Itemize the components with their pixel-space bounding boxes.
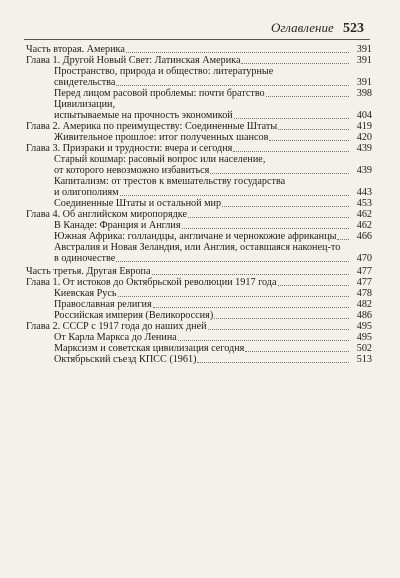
toc-line (54, 231, 372, 242)
toc-page-number: 391 (356, 77, 372, 88)
toc-line (26, 55, 372, 66)
toc-entry-title: Соединенные Штаты и остальной мир (54, 198, 222, 209)
dot-leader (222, 205, 349, 207)
toc-page-number: 462 (356, 209, 372, 220)
dot-leader (269, 139, 349, 141)
dot-leader (120, 194, 349, 196)
toc-line (26, 209, 372, 220)
dot-leader (126, 51, 349, 53)
toc-entry-title: от которого невозможно избавиться (54, 165, 210, 176)
toc-entry-title: Часть вторая. Америка (26, 44, 125, 55)
toc-entry-title: Цивилизации, (54, 99, 116, 110)
toc-chapter-entry (26, 121, 372, 132)
toc-line (26, 44, 372, 55)
toc-page-number: 477 (356, 277, 372, 288)
toc-entry-title: Православная религия (54, 299, 152, 310)
toc-line (54, 299, 372, 310)
dot-leader (208, 328, 349, 330)
toc-section-entry (26, 132, 372, 143)
toc-entry-title: Глава 2. Америка по преимуществу: Соединенные Штаты (26, 121, 278, 132)
toc-entry-title: Глава 2. СССР с 1917 года до наших дней (26, 321, 207, 332)
toc-chapter-entry (26, 55, 372, 66)
toc-entry-title: Глава 3. Призраки и трудности: вчера и сегодня (26, 143, 233, 154)
toc-entry-title: Глава 4. Об английском миропорядке (26, 209, 188, 220)
toc-section-entry (26, 88, 372, 99)
toc-entry-title: Пространство, природа и общество: литературные (54, 66, 274, 77)
toc-page-number: 478 (356, 288, 372, 299)
toc-entry-title: Октябрьский съезд КПСС (1961) (54, 354, 197, 365)
dot-leader (266, 95, 349, 97)
dot-leader (188, 216, 349, 218)
toc-entry-title: Старый кошмар: расовый вопрос или население, (54, 154, 266, 165)
toc-section-entry (26, 99, 372, 121)
toc-section-entry (26, 310, 372, 321)
toc-page-number: 466 (356, 231, 372, 242)
toc-chapter-entry (26, 266, 372, 277)
dot-leader (210, 172, 349, 174)
toc-section-entry (26, 332, 372, 343)
toc-line (54, 343, 372, 354)
toc-section-entry (26, 231, 372, 242)
dot-leader (278, 284, 349, 286)
dot-leader (197, 361, 349, 363)
toc-section-entry (26, 220, 372, 231)
toc-entry-title: Часть третья. Другая Европа (26, 266, 151, 277)
toc-page-number: 420 (356, 132, 372, 143)
toc-chapter-entry (26, 143, 372, 154)
table-of-contents (26, 44, 372, 365)
toc-chapter-entry (26, 44, 372, 55)
toc-section-entry (26, 343, 372, 354)
dot-leader (118, 295, 349, 297)
toc-entry-title: испытываемые на прочность экономикой (54, 110, 233, 121)
page-header (271, 20, 364, 37)
toc-chapter-entry (26, 209, 372, 220)
dot-leader (152, 273, 349, 275)
toc-line (54, 99, 372, 110)
toc-page-number: 439 (356, 165, 372, 176)
dot-leader (337, 238, 349, 240)
toc-page-number: 443 (356, 187, 372, 198)
toc-section-entry (26, 354, 372, 365)
toc-entry-title: и олигополиям (54, 187, 119, 198)
toc-page-number: 391 (356, 55, 372, 66)
toc-entry-title: свидетельства (54, 77, 116, 88)
toc-chapter-entry (26, 277, 372, 288)
toc-section-entry (26, 154, 372, 176)
toc-entry-title: Перед лицом расовой проблемы: почти братство (54, 88, 265, 99)
toc-line (54, 88, 372, 99)
toc-line (54, 288, 372, 299)
toc-page-number: 470 (356, 253, 372, 264)
toc-page-number: 477 (356, 266, 372, 277)
dot-leader (116, 260, 349, 262)
toc-line (54, 110, 372, 121)
toc-line (54, 154, 372, 165)
toc-page-number: 404 (356, 110, 372, 121)
header-rule (24, 39, 370, 40)
dot-leader (214, 317, 349, 319)
toc-page-number: 502 (356, 343, 372, 354)
toc-entry-title: Марксизм и советская цивилизация сегодня (54, 343, 245, 354)
dot-leader (241, 62, 349, 64)
toc-page-number: 495 (356, 321, 372, 332)
toc-section-entry (26, 242, 372, 264)
toc-entry-title: В Канаде: Франция и Англия (54, 220, 181, 231)
page-number: 523 (343, 21, 364, 36)
toc-entry-title: в одиночестве (54, 253, 116, 264)
toc-line (54, 187, 372, 198)
toc-line (54, 354, 372, 365)
running-title: Оглавление (271, 20, 334, 35)
toc-line (54, 242, 372, 253)
toc-line (26, 321, 372, 332)
toc-page-number: 453 (356, 198, 372, 209)
toc-entry-title: От Карла Маркса до Ленина (54, 332, 177, 343)
toc-entry-title: Глава 1. От истоков до Октябрьской революции 1917 года (26, 277, 277, 288)
toc-line (54, 165, 372, 176)
dot-leader (116, 84, 349, 86)
toc-section-entry (26, 66, 372, 88)
toc-line (54, 176, 372, 187)
toc-line (54, 198, 372, 209)
toc-page-number: 482 (356, 299, 372, 310)
toc-line (26, 121, 372, 132)
toc-line (54, 77, 372, 88)
toc-line (26, 143, 372, 154)
dot-leader (245, 350, 349, 352)
toc-line (54, 310, 372, 321)
toc-entry-title: Южная Африка: голландцы, англичане и чернокожие африканцы (54, 231, 337, 242)
toc-section-entry (26, 198, 372, 209)
toc-line (54, 253, 372, 264)
toc-entry-title: Глава 1. Другой Новый Свет: Латинская Америка (26, 55, 241, 66)
toc-section-entry (26, 288, 372, 299)
dot-leader (153, 306, 349, 308)
toc-page-number: 495 (356, 332, 372, 343)
toc-section-entry (26, 299, 372, 310)
toc-line (54, 220, 372, 231)
toc-page-number: 513 (356, 354, 372, 365)
dot-leader (182, 227, 349, 229)
toc-page-number: 398 (356, 88, 372, 99)
toc-entry-title: Живительное прошлое: итог полученных шансов (54, 132, 269, 143)
toc-page-number: 419 (356, 121, 372, 132)
dot-leader (178, 339, 349, 341)
toc-entry-title: Капитализм: от трестов к вмешательству государства (54, 176, 286, 187)
toc-page-number: 439 (356, 143, 372, 154)
toc-page-number: 391 (356, 44, 372, 55)
toc-page-number: 462 (356, 220, 372, 231)
toc-line (26, 266, 372, 277)
toc-entry-title: Киевская Русь (54, 288, 117, 299)
toc-line (54, 332, 372, 343)
toc-entry-title: Австралия и Новая Зеландия, или Англия, оставшаяся наконец-то (54, 242, 341, 253)
dot-leader (278, 128, 349, 130)
toc-chapter-entry (26, 321, 372, 332)
dot-leader (234, 117, 349, 119)
toc-line (54, 66, 372, 77)
toc-page-number: 486 (356, 310, 372, 321)
toc-line (26, 277, 372, 288)
toc-entry-title: Российская империя (Великороссия) (54, 310, 214, 321)
toc-line (54, 132, 372, 143)
toc-section-entry (26, 176, 372, 198)
dot-leader (233, 150, 349, 152)
